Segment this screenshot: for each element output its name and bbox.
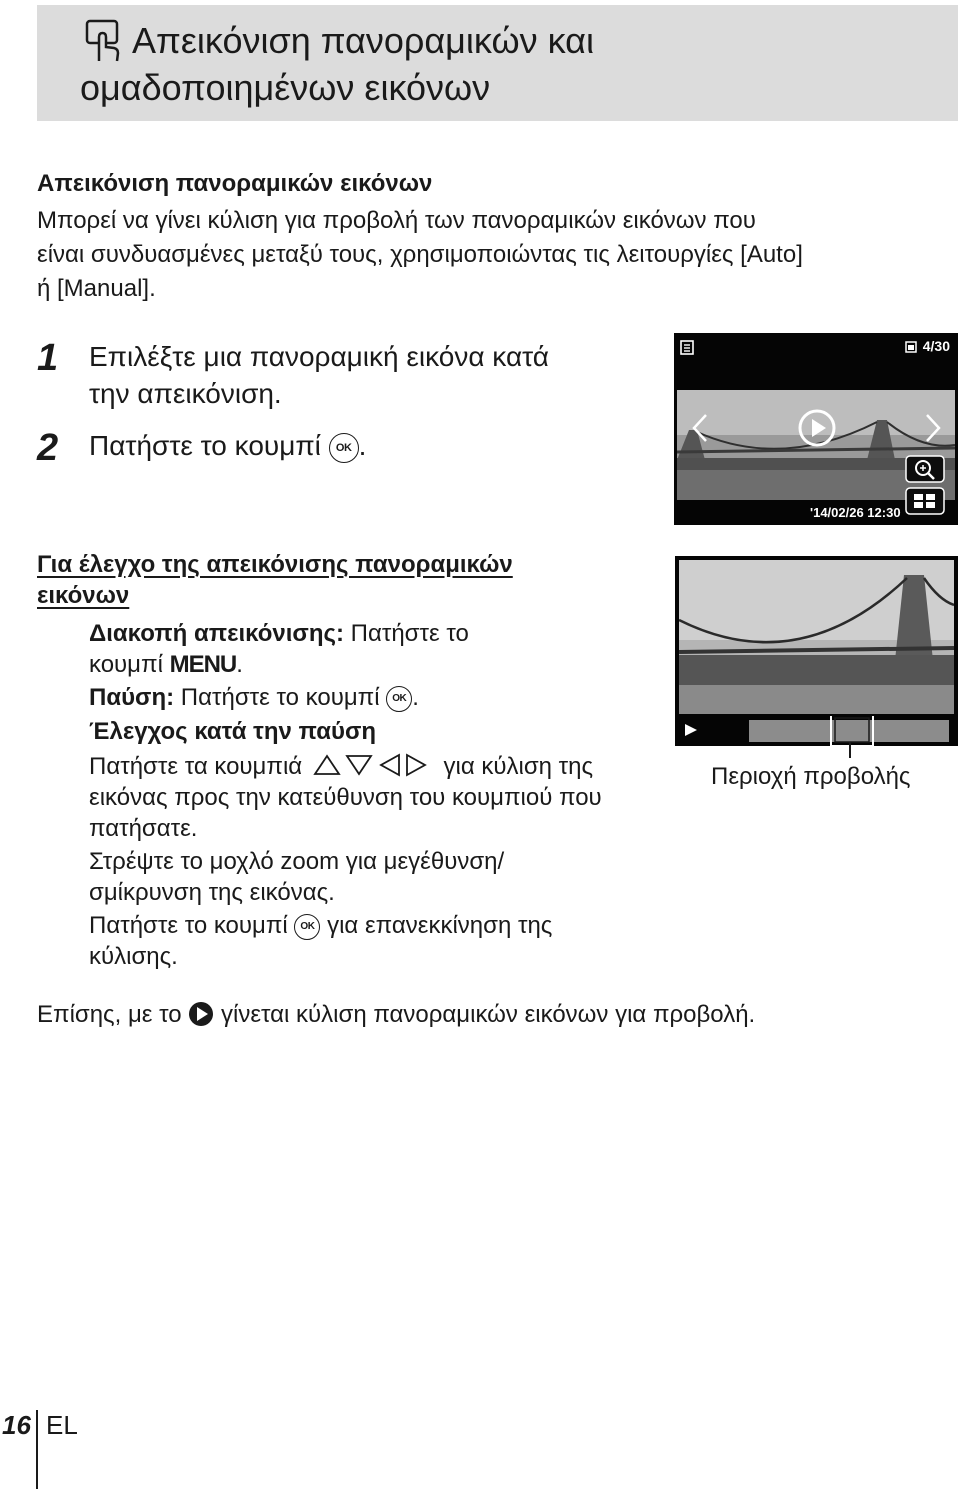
restart-pre: Πατήστε το κουμπί (89, 912, 288, 939)
scroll-left-icon (692, 413, 708, 443)
arrows-line3: πατήσατε. (89, 815, 198, 842)
camera-screen-scrolling (675, 556, 958, 746)
index-view-icon (905, 487, 945, 515)
page-title-line1: Απεικόνιση πανοραμικών και (132, 20, 594, 61)
stop-text: Πατήστε το (350, 620, 469, 647)
footer-post: γίνεται κύλιση πανοραμικών εικόνων για προβολή. (221, 1001, 756, 1028)
page-language: EL (46, 1410, 78, 1440)
image-counter: 4/30 (922, 338, 950, 354)
card-icon (905, 341, 917, 353)
step-1-text (89, 338, 549, 412)
step-1-line1: Επιλέξτε μια πανοραμική εικόνα κατά (89, 341, 549, 372)
step-number-1: 1 (37, 337, 59, 379)
scroll-right-icon (925, 413, 941, 443)
footer-pre: Επίσης, με το (37, 1001, 182, 1028)
view-area-label: Περιοχή προβολής (711, 763, 911, 790)
footer-note (37, 998, 755, 1031)
control-heading-line1: Για έλεγχο της απεικόνισης πανοραμικών (37, 551, 513, 578)
stop-text-2: κουμπί (89, 651, 163, 678)
step-number-2: 2 (37, 427, 59, 469)
camera-screen-panorama (674, 333, 958, 525)
zoom-line2: σμίκρυνση της εικόνας. (89, 879, 335, 906)
arrow-buttons-icon (313, 753, 433, 777)
stop-label: Διακοπή απεικόνισης: (89, 620, 344, 647)
stop-playback-text-2: κουμπί MENU. (89, 651, 243, 678)
view-area-pointer (849, 742, 851, 758)
arrows-post: για κύλιση της (443, 753, 594, 780)
page-title-line2: ομαδοποιημένων εικόνων (80, 67, 491, 108)
control-heading-line2: εικόνων (37, 582, 130, 609)
intro-line-3: ή [Manual]. (37, 275, 156, 302)
arrows-line2: εικόνας προς την κατεύθυνση του κουμπιού που (89, 784, 602, 811)
play-indicator-icon (683, 722, 699, 738)
zoom-icon (905, 455, 945, 483)
restart-post: για επανεκκίνηση της (327, 912, 553, 939)
arrows-pre: Πατήστε τα κουμπιά (89, 753, 303, 780)
ok-button-icon: OK (294, 914, 320, 940)
intro-line-1: Μπορεί να γίνει κύλιση για προβολή των πανοραμικών εικόνων που (37, 207, 756, 234)
paused-heading: Έλεγχος κατά την παύση (89, 718, 377, 745)
panorama-detail-photo (679, 560, 954, 714)
intro-line-2: είναι συνδυασμένες μεταξύ τους, χρησιμοποιώντας τις λειτουργίες [Auto] (37, 241, 803, 268)
image-date: '14/02/26 12:30 (810, 505, 901, 520)
menu-button-label: MENU (169, 651, 237, 678)
step-1-line2: την απεικόνιση. (89, 378, 282, 409)
pause-instruction: Πατήστε το κουμπί (180, 684, 380, 711)
touch-playback-icon (83, 17, 125, 65)
step-2-label: Πατήστε το κουμπί (89, 430, 321, 461)
zoom-line1: Στρέψτε το μοχλό zoom για μεγέθυνση/ (89, 848, 505, 875)
pause-text: Παύση: Πατήστε το κουμπί OK . (89, 684, 419, 711)
restart-line2: κύλισης. (89, 943, 178, 970)
restart-line1 (89, 909, 552, 942)
step-2-text (89, 427, 366, 464)
ok-button-icon: OK (329, 433, 359, 463)
section-heading: Απεικόνιση πανοραμικών εικόνων (37, 170, 433, 197)
title-banner (37, 5, 958, 121)
protect-icon (680, 339, 694, 355)
play-button-icon (188, 1001, 214, 1027)
page-divider (36, 1410, 38, 1489)
arrows-line1 (89, 750, 593, 783)
play-icon (798, 409, 836, 447)
ok-button-icon: OK (386, 686, 412, 712)
page-number: 16 (2, 1410, 31, 1440)
stop-playback-text (89, 617, 469, 650)
step-2-end: . (358, 430, 367, 461)
view-area-navigator (749, 716, 959, 746)
pause-label: Παύση: (89, 684, 175, 711)
